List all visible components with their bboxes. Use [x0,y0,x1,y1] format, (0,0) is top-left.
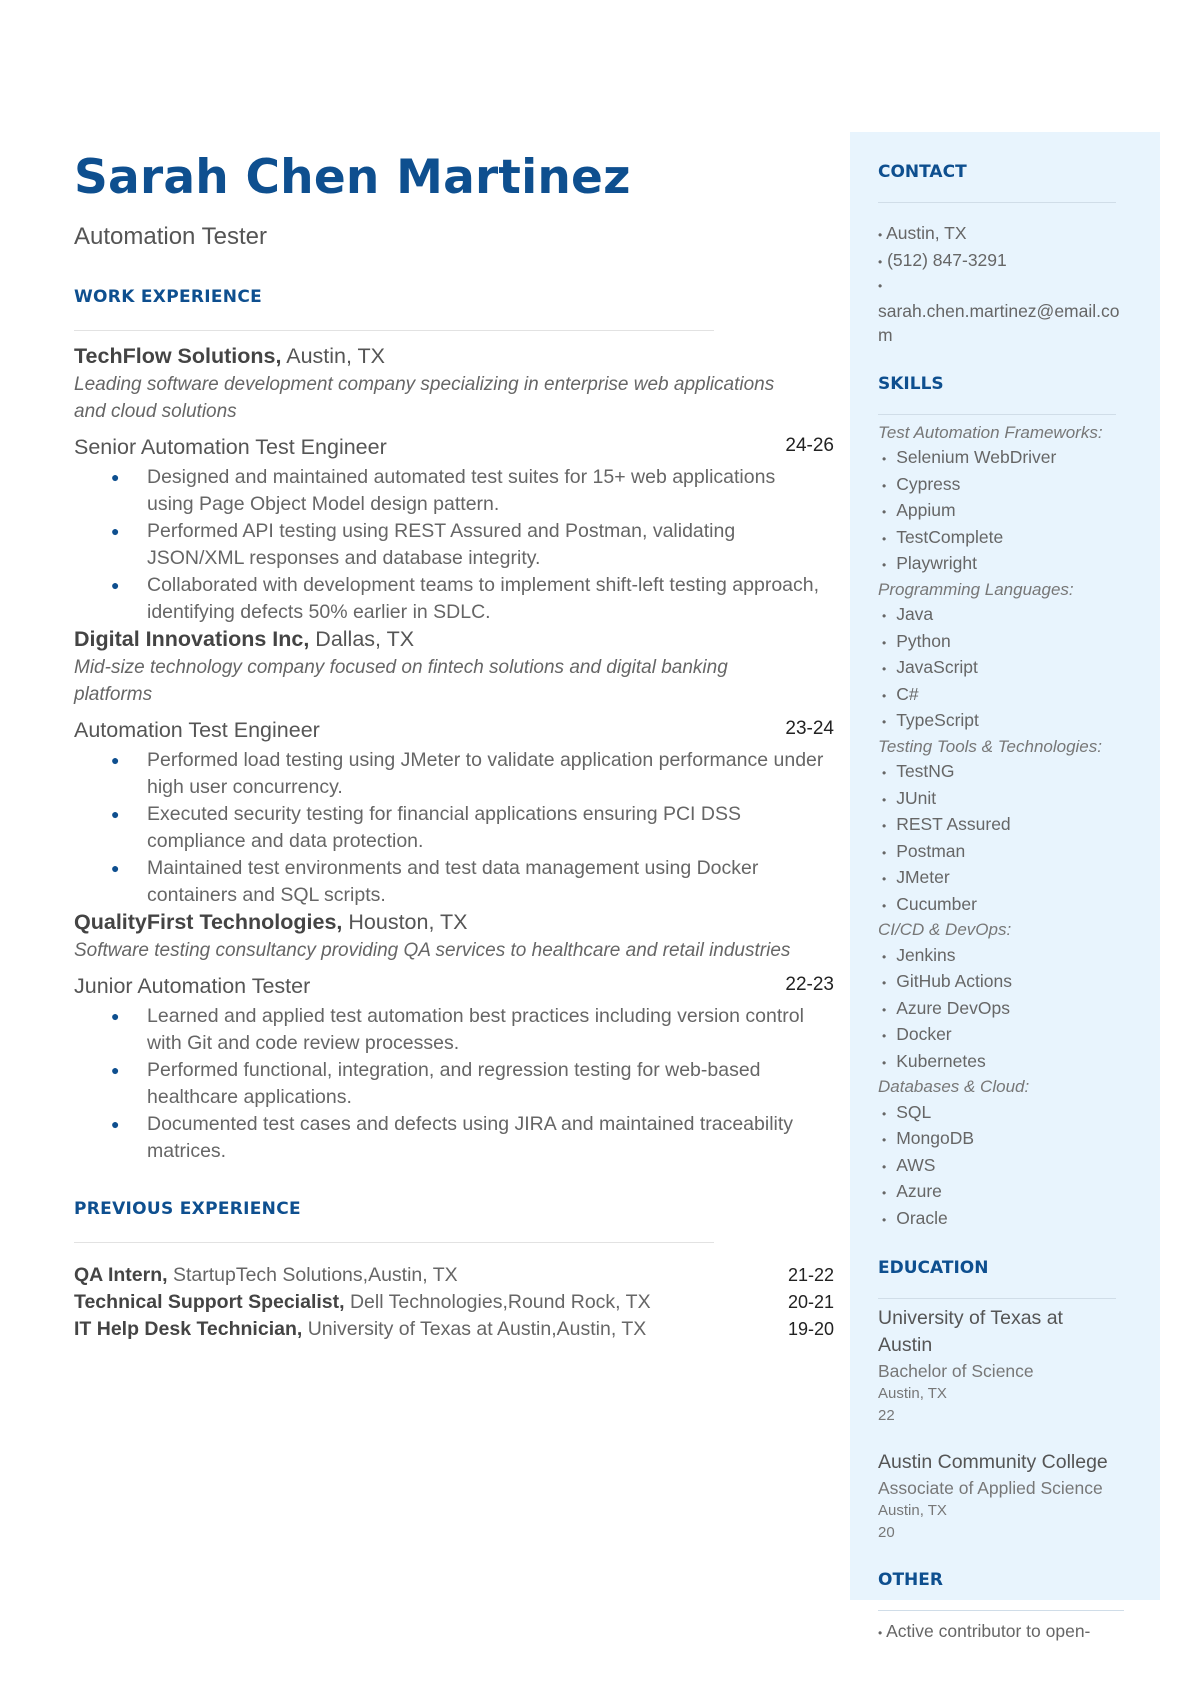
company-name: QualityFirst Technologies, [74,910,343,934]
skill-item: • JUnit [882,787,937,808]
skill-item: • Selenium WebDriver [882,447,1057,467]
contact-phone: • (512) 847-3291 [878,249,1007,270]
previous-role-row [74,1289,834,1316]
role-row [74,974,834,999]
achievement-item: ● Designed and maintained automated test suites for 15+ web applications using Page Object Model design pattern. [74,464,827,518]
contact-list [878,221,1138,348]
skill-item: • TypeScript [882,710,979,730]
section-divider [74,1242,714,1243]
skill-item: • REST Assured [882,814,1011,834]
previous-role-title: IT Help Desk Technician, [74,1318,303,1340]
skill-category: Programming Languages: [878,579,1074,599]
sidebar-divider [878,1298,1116,1299]
previous-role-org: University of Texas at Austin,Austin, TX [302,1318,647,1340]
skill-item: • GitHub Actions [882,971,1012,991]
role-dates: 22-23 [785,974,834,995]
previous-role-row [74,1316,834,1343]
skill-item: • AWS [882,1154,936,1175]
candidate-name: Sarah Chen Martinez [74,150,631,205]
education-entry [878,1449,1138,1544]
previous-role-title: Technical Support Specialist, [74,1291,345,1313]
previous-role-title: QA Intern, [74,1264,168,1286]
skill-item: • Appium [882,500,956,520]
skill-item: • MongoDB [882,1128,975,1148]
email-line: m [878,325,893,345]
company-name: TechFlow Solutions, [74,344,282,368]
sidebar-content [878,132,1138,1646]
skill-item: • Cucumber [882,893,977,914]
graduation-year: 22 [878,1407,895,1424]
role-dates: 24-26 [785,435,834,456]
skill-item: • Python [882,630,951,651]
previous-experience-list [74,1262,834,1343]
school-location: Austin, TX [878,1502,947,1519]
other-heading: OTHER [878,1570,943,1590]
school-location: Austin, TX [878,1385,947,1402]
achievement-item: ● Maintained test environments and test data management using Docker containers and SQL scripts. [74,855,827,909]
skill-item: • Java [882,604,934,624]
degree: Associate of Applied Science [878,1478,1103,1498]
role-title: Automation Test Engineer [74,718,320,742]
previous-role-org: StartupTech Solutions,Austin, TX [167,1264,458,1286]
skills-heading: SKILLS [878,373,944,394]
skill-item: • Docker [882,1024,952,1044]
graduation-year: 20 [878,1524,895,1541]
previous-role-dates: 19-20 [787,1319,834,1339]
sidebar-divider [878,414,1116,415]
company-location: Houston, TX [342,910,468,934]
company-line [74,344,834,369]
email-line: sarah.chen.martinez@email.co [878,300,1120,321]
company-description: Mid-size technology company focused on fintech solutions and digital banking platforms [74,657,728,705]
skill-item: • JavaScript [882,657,978,677]
job-entry [74,627,834,909]
achievement-item: ● Collaborated with development teams to implement shift-left testing approach, identifying defects 50% earlier in SDLC. [74,572,827,626]
company-line [74,910,834,935]
degree: Bachelor of Science [878,1361,1034,1381]
school-name: Austin [878,1334,933,1356]
achievement-item: ● Executed security testing for financial applications ensuring PCI DSS compliance and data protection. [74,801,827,855]
skill-category: Test Automation Frameworks: [878,422,1103,442]
education-entry [878,1305,1138,1427]
achievement-list [74,747,834,909]
achievement-item: ● Learned and applied test automation best practices including version control with Git and code review processes. [74,1003,827,1057]
skill-item: • Jenkins [882,944,956,965]
job-entry [74,910,834,1165]
contact-email[interactable]: • sarah.chen.martinez@email.co m [878,274,1138,348]
skill-item: • Azure DevOps [882,997,1010,1018]
role-row [74,435,834,460]
company-description: Software testing consultancy providing QA services to healthcare and retail industries [74,940,791,961]
achievement-item: ● Documented test cases and defects using JIRA and maintained traceability matrices. [74,1111,827,1165]
previous-role-org: Dell Technologies,Round Rock, TX [344,1291,651,1313]
previous-role-row [74,1262,834,1289]
role-title: Senior Automation Test Engineer [74,435,387,459]
education-heading: EDUCATION [878,1258,989,1278]
previous-role-dates: 20-21 [787,1292,834,1312]
school-name: Austin Community College [878,1451,1108,1473]
contact-city: • Austin, TX [878,223,967,243]
work-experience-heading: WORK EXPERIENCE [74,287,263,307]
job-title: Automation Tester [74,223,267,250]
role-title: Junior Automation Tester [74,974,311,998]
other-item: • Active contributor to open- [878,1621,1091,1641]
skill-item: • C# [882,683,919,704]
achievement-list [74,1003,834,1165]
achievement-item: ● Performed API testing using REST Assured and Postman, validating JSON/XML responses and database integrity. [74,518,827,572]
previous-role-dates: 21-22 [787,1265,834,1285]
skill-item: • Azure [882,1181,942,1201]
company-line [74,627,834,652]
skill-item: • TestNG [882,761,955,781]
company-location: Dallas, TX [309,627,415,651]
school-name: University of Texas at [878,1307,1063,1329]
sidebar-divider [878,1610,1124,1611]
sidebar [850,132,1160,1641]
skill-category: Databases & Cloud: [878,1077,1030,1096]
skill-item: • Oracle [882,1207,948,1228]
job-entry [74,344,834,626]
skill-item: • Cypress [882,473,961,494]
previous-experience-heading: PREVIOUS EXPERIENCE [74,1199,301,1219]
role-row [74,718,834,743]
company-name: Digital Innovations Inc, [74,627,310,651]
other-list [878,1619,1138,1646]
sidebar-divider [878,202,1116,203]
skills-list [878,421,1138,1233]
achievement-list [74,464,834,626]
company-location: Austin, TX [281,344,386,368]
achievement-item: ● Performed functional, integration, and regression testing for web-based healthcare applications. [74,1057,827,1111]
contact-heading: CONTACT [878,162,967,182]
skill-item: • Postman [882,840,966,861]
role-dates: 23-24 [785,718,834,739]
skill-item: • JMeter [882,867,950,887]
skill-item: • Playwright [882,553,977,573]
skill-category: CI/CD & DevOps: [878,920,1012,939]
skill-item: • Kubernetes [882,1050,986,1071]
skill-item: • TestComplete [882,526,1004,547]
achievement-item: ● Performed load testing using JMeter to validate application performance under high user concurrency. [74,747,827,801]
main-column [74,150,834,1343]
skill-item: • SQL [882,1101,932,1122]
skill-category: Testing Tools & Technologies: [878,736,1102,756]
company-description: Leading software development company specializing in enterprise web applications and cloud solutions [74,374,775,422]
section-divider [74,330,714,331]
